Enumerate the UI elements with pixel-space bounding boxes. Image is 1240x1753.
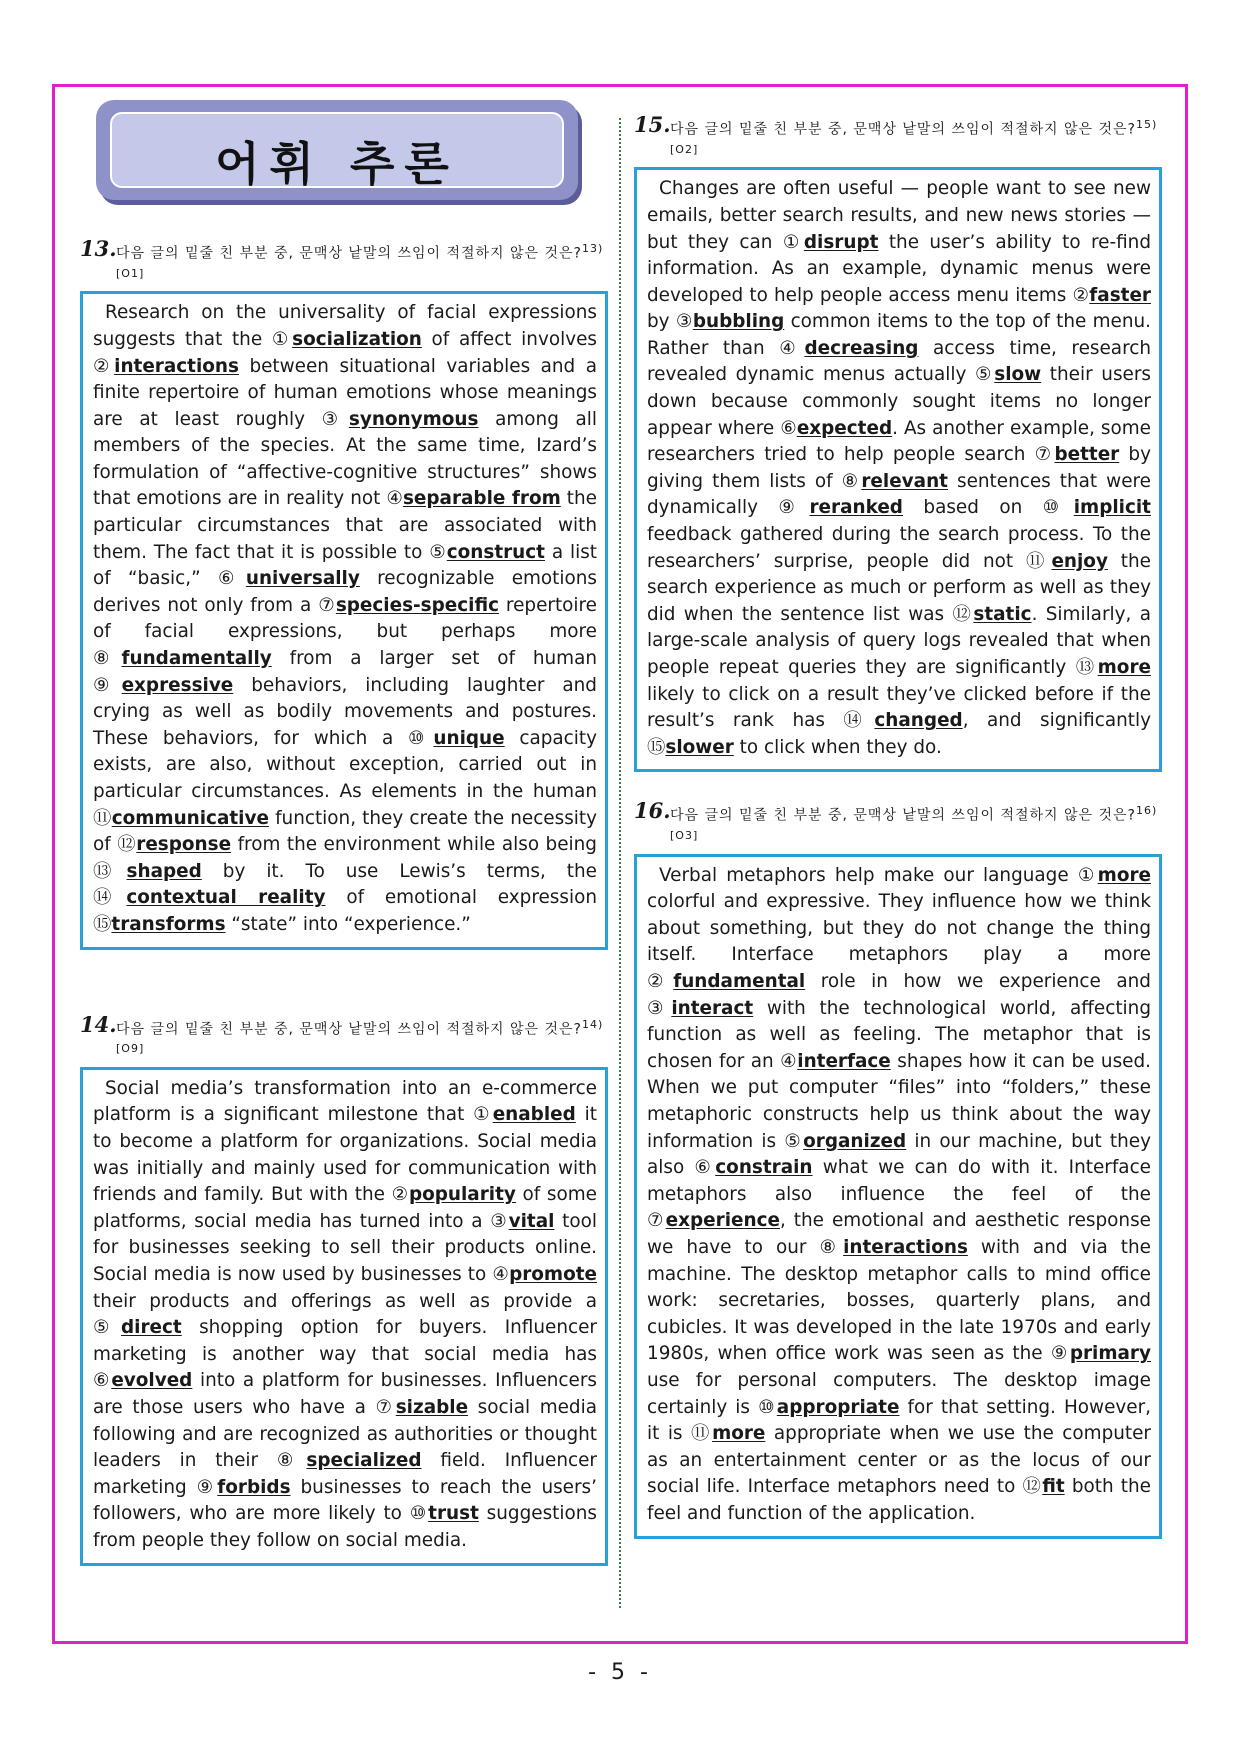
question-number: 15. (634, 112, 671, 137)
choice-marker: ⑨ (93, 674, 122, 696)
underlined-word: species-specific (335, 594, 499, 616)
choice-marker: ⑩ (1042, 497, 1074, 519)
passage-text: suggestions from people they follow on social media. (93, 1503, 597, 1551)
passage-text: by it. To use Lewis’s terms, the (201, 860, 597, 882)
underlined-word: disrupt (803, 231, 879, 253)
choice-marker: ① (473, 1104, 493, 1126)
title-banner-inner (110, 112, 564, 191)
passage-text: use for personal computers. The desktop image certainly is (647, 1369, 1151, 1418)
underlined-word: organized (803, 1130, 907, 1152)
choice-marker: ⑦ (647, 1210, 666, 1232)
passage-text: field. Influencer marketing (93, 1450, 597, 1498)
choice-marker: ⑫ (1022, 1476, 1043, 1498)
prompt-text: 다음 글의 밑줄 친 부분 중, 문맥상 낱말의 쓰임이 적절하지 않은 것은? (670, 808, 1136, 825)
passage-text: Changes are often useful — people want to see new emails, better search results, and new news stories — but they can (647, 178, 1151, 253)
choice-marker: ③ (490, 1210, 509, 1232)
choice-marker: ⑤ (974, 364, 995, 386)
underlined-word: interactions (114, 355, 239, 377)
passage-text: feedback gathered during the search process. To the researchers’ surprise, people did not (647, 524, 1151, 572)
choice-marker: ⑧ (819, 1237, 844, 1258)
underlined-word: slower (665, 736, 734, 758)
choice-marker: ⑩ (758, 1396, 777, 1418)
passage-text: from the environment while also being (231, 834, 597, 856)
question-header (634, 112, 1162, 164)
choice-marker: ⑭ (93, 887, 127, 909)
underlined-word: direct (121, 1317, 182, 1339)
footnote-ref: 16)[O3] (670, 804, 1158, 843)
underlined-word: changed (874, 710, 963, 732)
underlined-word: relevant (861, 470, 948, 492)
underlined-word: response (136, 834, 232, 856)
passage-text: Research on the universality of facial expressions suggests that the (93, 302, 597, 350)
underlined-word: better (1054, 444, 1120, 466)
underlined-word: construct (446, 541, 545, 563)
prompt-text: 다음 글의 밑줄 친 부분 중, 문맥상 낱말의 쓰임이 적절하지 않은 것은? (116, 245, 582, 262)
footnote-ref: 14)[O9] (116, 1017, 604, 1056)
choice-marker: ⑪ (1026, 550, 1052, 572)
passage-text: a list of “basic,” (93, 541, 597, 590)
choice-marker: ⑬ (1075, 657, 1098, 678)
choice-marker: ⑭ (843, 710, 875, 732)
underlined-word: more (712, 1423, 766, 1445)
choice-marker: ⑥ (694, 1157, 716, 1179)
page-number: - 5 - (588, 1660, 652, 1685)
choice-marker: ③ (675, 311, 693, 333)
underlined-word: fundamental (673, 971, 806, 993)
passage-text: . As another example, some researchers tried to help people search (647, 417, 1151, 466)
underlined-word: evolved (111, 1370, 193, 1392)
choice-marker: ⑦ (375, 1397, 396, 1418)
passage-text: recognizable emotions derives not only from a (93, 568, 597, 616)
choice-marker: ⑦ (318, 594, 336, 616)
passage-text: to click when they do. (733, 736, 942, 758)
choice-marker: ① (271, 328, 293, 350)
question-15 (634, 112, 1162, 772)
question-prompt (670, 112, 1162, 164)
passage-text: Verbal metaphors help make our language (659, 864, 1078, 886)
choice-marker: ⑪ (691, 1423, 713, 1445)
question-16 (634, 798, 1162, 1538)
passage-text: repertoire of facial expressions, but perhaps more (93, 594, 597, 643)
choice-marker: ⑨ (196, 1476, 218, 1498)
question-number: 13. (80, 236, 117, 261)
choice-marker: ① (1077, 864, 1098, 886)
underlined-word: more (1097, 657, 1151, 678)
choice-marker: ⑤ (784, 1130, 804, 1152)
underlined-word: enabled (492, 1104, 576, 1126)
footnote-ref: 13)[O1] (116, 242, 604, 280)
passage-box (634, 167, 1162, 772)
passage-text: capacity exists, are also, without exception, carried out in particular circumstances. As elements in the human (93, 727, 597, 802)
underlined-word: specialized (306, 1450, 422, 1472)
passage-text: role in how we experience and (805, 971, 1151, 993)
underlined-word: unique (433, 727, 505, 749)
underlined-word: vital (508, 1210, 555, 1232)
choice-marker: ⑩ (409, 1503, 429, 1525)
underlined-word: sizable (395, 1397, 469, 1418)
choice-marker: ④ (492, 1264, 510, 1286)
question-prompt (116, 236, 608, 288)
passage-text: the user’s ability to re-find information. As an example, dynamic menus were developed to help people access menu items (647, 231, 1151, 306)
choice-marker: ⑮ (647, 736, 666, 758)
passage-text: by (647, 311, 676, 333)
passage-text: between situational variables and a finite repertoire of human emotions whose meanings are at least roughly (93, 355, 597, 430)
passage-text: sentences that were dynamically (647, 470, 1151, 519)
choice-marker: ⑨ (778, 497, 810, 519)
choice-marker: ⑬ (93, 860, 127, 882)
passage-text: their products and offerings as well as provide a (93, 1290, 597, 1312)
passage-text: of emotional expression (325, 887, 597, 909)
passage-text: among all members of the species. At the same time, Izard’s formulation of “affective-cognitive structures” shows that emotions are in reality not (93, 408, 597, 510)
page-title: 어휘 추론 (215, 137, 459, 191)
choice-marker: ⑪ (93, 807, 112, 829)
passage-text: with and via the machine. The desktop metaphor calls to mind office work: secretaries, bosses, quarterly plans, and cubicles. It was developed in the late 1970s and early 1980s, when office work was seen as the (647, 1237, 1151, 1365)
passage-text: colorful and expressive. They influence how we think about something, but they do not change the thing itself. Interface metaphors play a more (647, 891, 1151, 966)
choice-marker: ⑤ (429, 541, 447, 563)
question-13 (80, 236, 608, 950)
passage-text: likely to click on a result they’ve clicked before if the result’s rank has (647, 683, 1151, 732)
passage-text: common items to the top of the menu. Rather than (647, 311, 1151, 359)
passage-text: access time, research revealed dynamic menus actually (647, 337, 1151, 386)
passage-text: from a larger set of human (271, 648, 597, 670)
choice-marker: ③ (647, 997, 672, 1019)
choice-marker: ③ (321, 408, 349, 430)
underlined-word: experience (665, 1210, 780, 1232)
left-column (80, 100, 608, 1566)
passage-text: their users down because commonly sought items no longer appear where (647, 364, 1151, 439)
question-header (80, 1012, 608, 1064)
underlined-word: transforms (111, 913, 226, 935)
choice-marker: ② (647, 971, 674, 993)
choice-marker: ④ (780, 1050, 798, 1072)
choice-marker: ⑩ (408, 727, 434, 749)
passage-text: shopping option for buyers. Influencer marketing is another way that social media has (93, 1317, 597, 1365)
underlined-word: expected (796, 417, 893, 439)
passage-text: behaviors, including laughter and crying as well as bodily movements and postures. These behaviors, for which a (93, 674, 597, 749)
passage-text: “state” into “experience.” (225, 913, 471, 935)
choice-marker: ④ (386, 488, 403, 510)
underlined-word: decreasing (804, 337, 919, 359)
underlined-word: interface (797, 1050, 891, 1072)
underlined-word: appropriate (776, 1396, 900, 1418)
underlined-word: constrain (715, 1157, 813, 1179)
underlined-word: synonymous (348, 408, 479, 430)
passage-text: for that setting. However, it is (647, 1396, 1151, 1445)
question-number: 14. (80, 1011, 117, 1037)
passage-text: function, they create the necessity of (93, 807, 597, 856)
choice-marker: ⑫ (117, 834, 137, 856)
underlined-word: communicative (111, 807, 269, 829)
choice-marker: ⑮ (93, 913, 112, 935)
passage-text: of some platforms, social media has turned into a (93, 1184, 597, 1232)
passage-text: the search experience as much or perform as well as they did when the sentence list was (647, 550, 1151, 625)
underlined-word: forbids (217, 1476, 291, 1498)
underlined-word: trust (428, 1503, 479, 1525)
choice-marker: ② (391, 1184, 409, 1206)
choice-marker: ⑤ (93, 1317, 121, 1339)
underlined-word: fit (1042, 1476, 1065, 1498)
footnote-ref: 15)[O2] (670, 118, 1158, 156)
question-header (634, 798, 1162, 850)
underlined-word: static (973, 603, 1032, 625)
passage-text: social media following and are recognized as authorities or thought leaders in their (93, 1397, 597, 1472)
prompt-text: 다음 글의 밑줄 친 부분 중, 문맥상 낱말의 쓰임이 적절하지 않은 것은? (116, 1021, 582, 1038)
passage-text: it to become a platform for organizations. Social media was initially and mainly used for communication with friends and family. But with the (93, 1104, 597, 1206)
passage-box (80, 291, 608, 949)
passage-text: both the feel and function of the application. (647, 1476, 1151, 1524)
passage-text: , the emotional and aesthetic response we have to our (647, 1210, 1151, 1258)
underlined-word: fundamentally (121, 648, 272, 670)
passage-text: tool for businesses seeking to sell their products online. Social media is now used by businesses to (93, 1210, 597, 1286)
passage-text: shapes how it can be used. When we put computer “files” into “folders,” these metaphoric constructs help us think about the way information is (647, 1050, 1151, 1152)
underlined-word: promote (509, 1264, 597, 1286)
choice-marker: ① (782, 231, 804, 253)
passage-text: the particular circumstances that are associated with them. The fact that it is possible to (93, 488, 597, 563)
title-banner (96, 100, 578, 200)
question-prompt (116, 1012, 608, 1064)
underlined-word: enjoy (1051, 550, 1108, 572)
underlined-word: expressive (121, 674, 234, 696)
choice-marker: ⑫ (952, 603, 974, 625)
passage-text: what we can do with it. Interface metaphors also influence the feel of the (647, 1157, 1151, 1205)
underlined-word: slow (994, 364, 1042, 386)
underlined-word: interact (671, 997, 754, 1019)
passage-text: with the technological world, affecting function as well as feeling. The metaphor that is chosen for an (647, 997, 1151, 1072)
underlined-word: shaped (126, 860, 202, 882)
passage-text: . Similarly, a large-scale analysis of query logs revealed that when people repeat queries they are significantly (647, 603, 1151, 678)
underlined-word: faster (1089, 284, 1151, 306)
choice-marker: ⑧ (93, 648, 122, 670)
passage-text: in our machine, but they also (647, 1130, 1151, 1179)
passage-box (80, 1067, 608, 1566)
choice-marker: ② (1072, 284, 1090, 306)
underlined-word: more (1097, 864, 1151, 886)
choice-marker: ⑧ (841, 470, 862, 492)
choice-marker: ⑧ (276, 1450, 307, 1472)
question-14 (80, 1012, 608, 1566)
question-prompt (670, 798, 1162, 850)
underlined-word: interactions (843, 1237, 968, 1258)
underlined-word: implicit (1073, 497, 1151, 519)
passage-text: businesses to reach the users’ followers, who are more likely to (93, 1476, 597, 1525)
choice-marker: ⑥ (93, 1370, 112, 1392)
passage-text: into a platform for businesses. Influencers are those users who have a (93, 1370, 597, 1418)
passage-text: based on (902, 497, 1043, 519)
underlined-word: separable from (402, 488, 561, 510)
prompt-text: 다음 글의 밑줄 친 부분 중, 문맥상 낱말의 쓰임이 적절하지 않은 것은? (670, 121, 1136, 138)
choice-marker: ⑦ (1034, 444, 1055, 466)
question-number: 16. (634, 798, 671, 824)
underlined-word: reranked (809, 497, 903, 519)
right-column (634, 112, 1162, 1539)
choice-marker: ⑥ (217, 568, 246, 590)
passage-text: Social media’s transformation into an e-commerce platform is a significant milestone that (93, 1077, 597, 1126)
underlined-word: universally (245, 568, 360, 590)
passage-text: of affect involves (421, 328, 597, 350)
choice-marker: ② (93, 355, 115, 377)
question-header (80, 236, 608, 288)
underlined-word: contextual reality (126, 887, 326, 909)
passage-text: by giving them lists of (647, 444, 1151, 492)
choice-marker: ④ (779, 337, 805, 359)
passage-text: , and significantly (962, 710, 1151, 732)
choice-marker: ⑥ (780, 417, 797, 439)
passage-text: appropriate when we use the computer as an entertainment center or as the locus of our social life. Interface metaphors need to (647, 1423, 1151, 1498)
underlined-word: bubbling (692, 311, 785, 333)
passage-box (634, 854, 1162, 1539)
underlined-word: primary (1069, 1343, 1151, 1365)
choice-marker: ⑨ (1050, 1343, 1070, 1365)
column-divider (619, 118, 621, 1608)
underlined-word: socialization (292, 328, 422, 350)
underlined-word: popularity (408, 1184, 516, 1206)
